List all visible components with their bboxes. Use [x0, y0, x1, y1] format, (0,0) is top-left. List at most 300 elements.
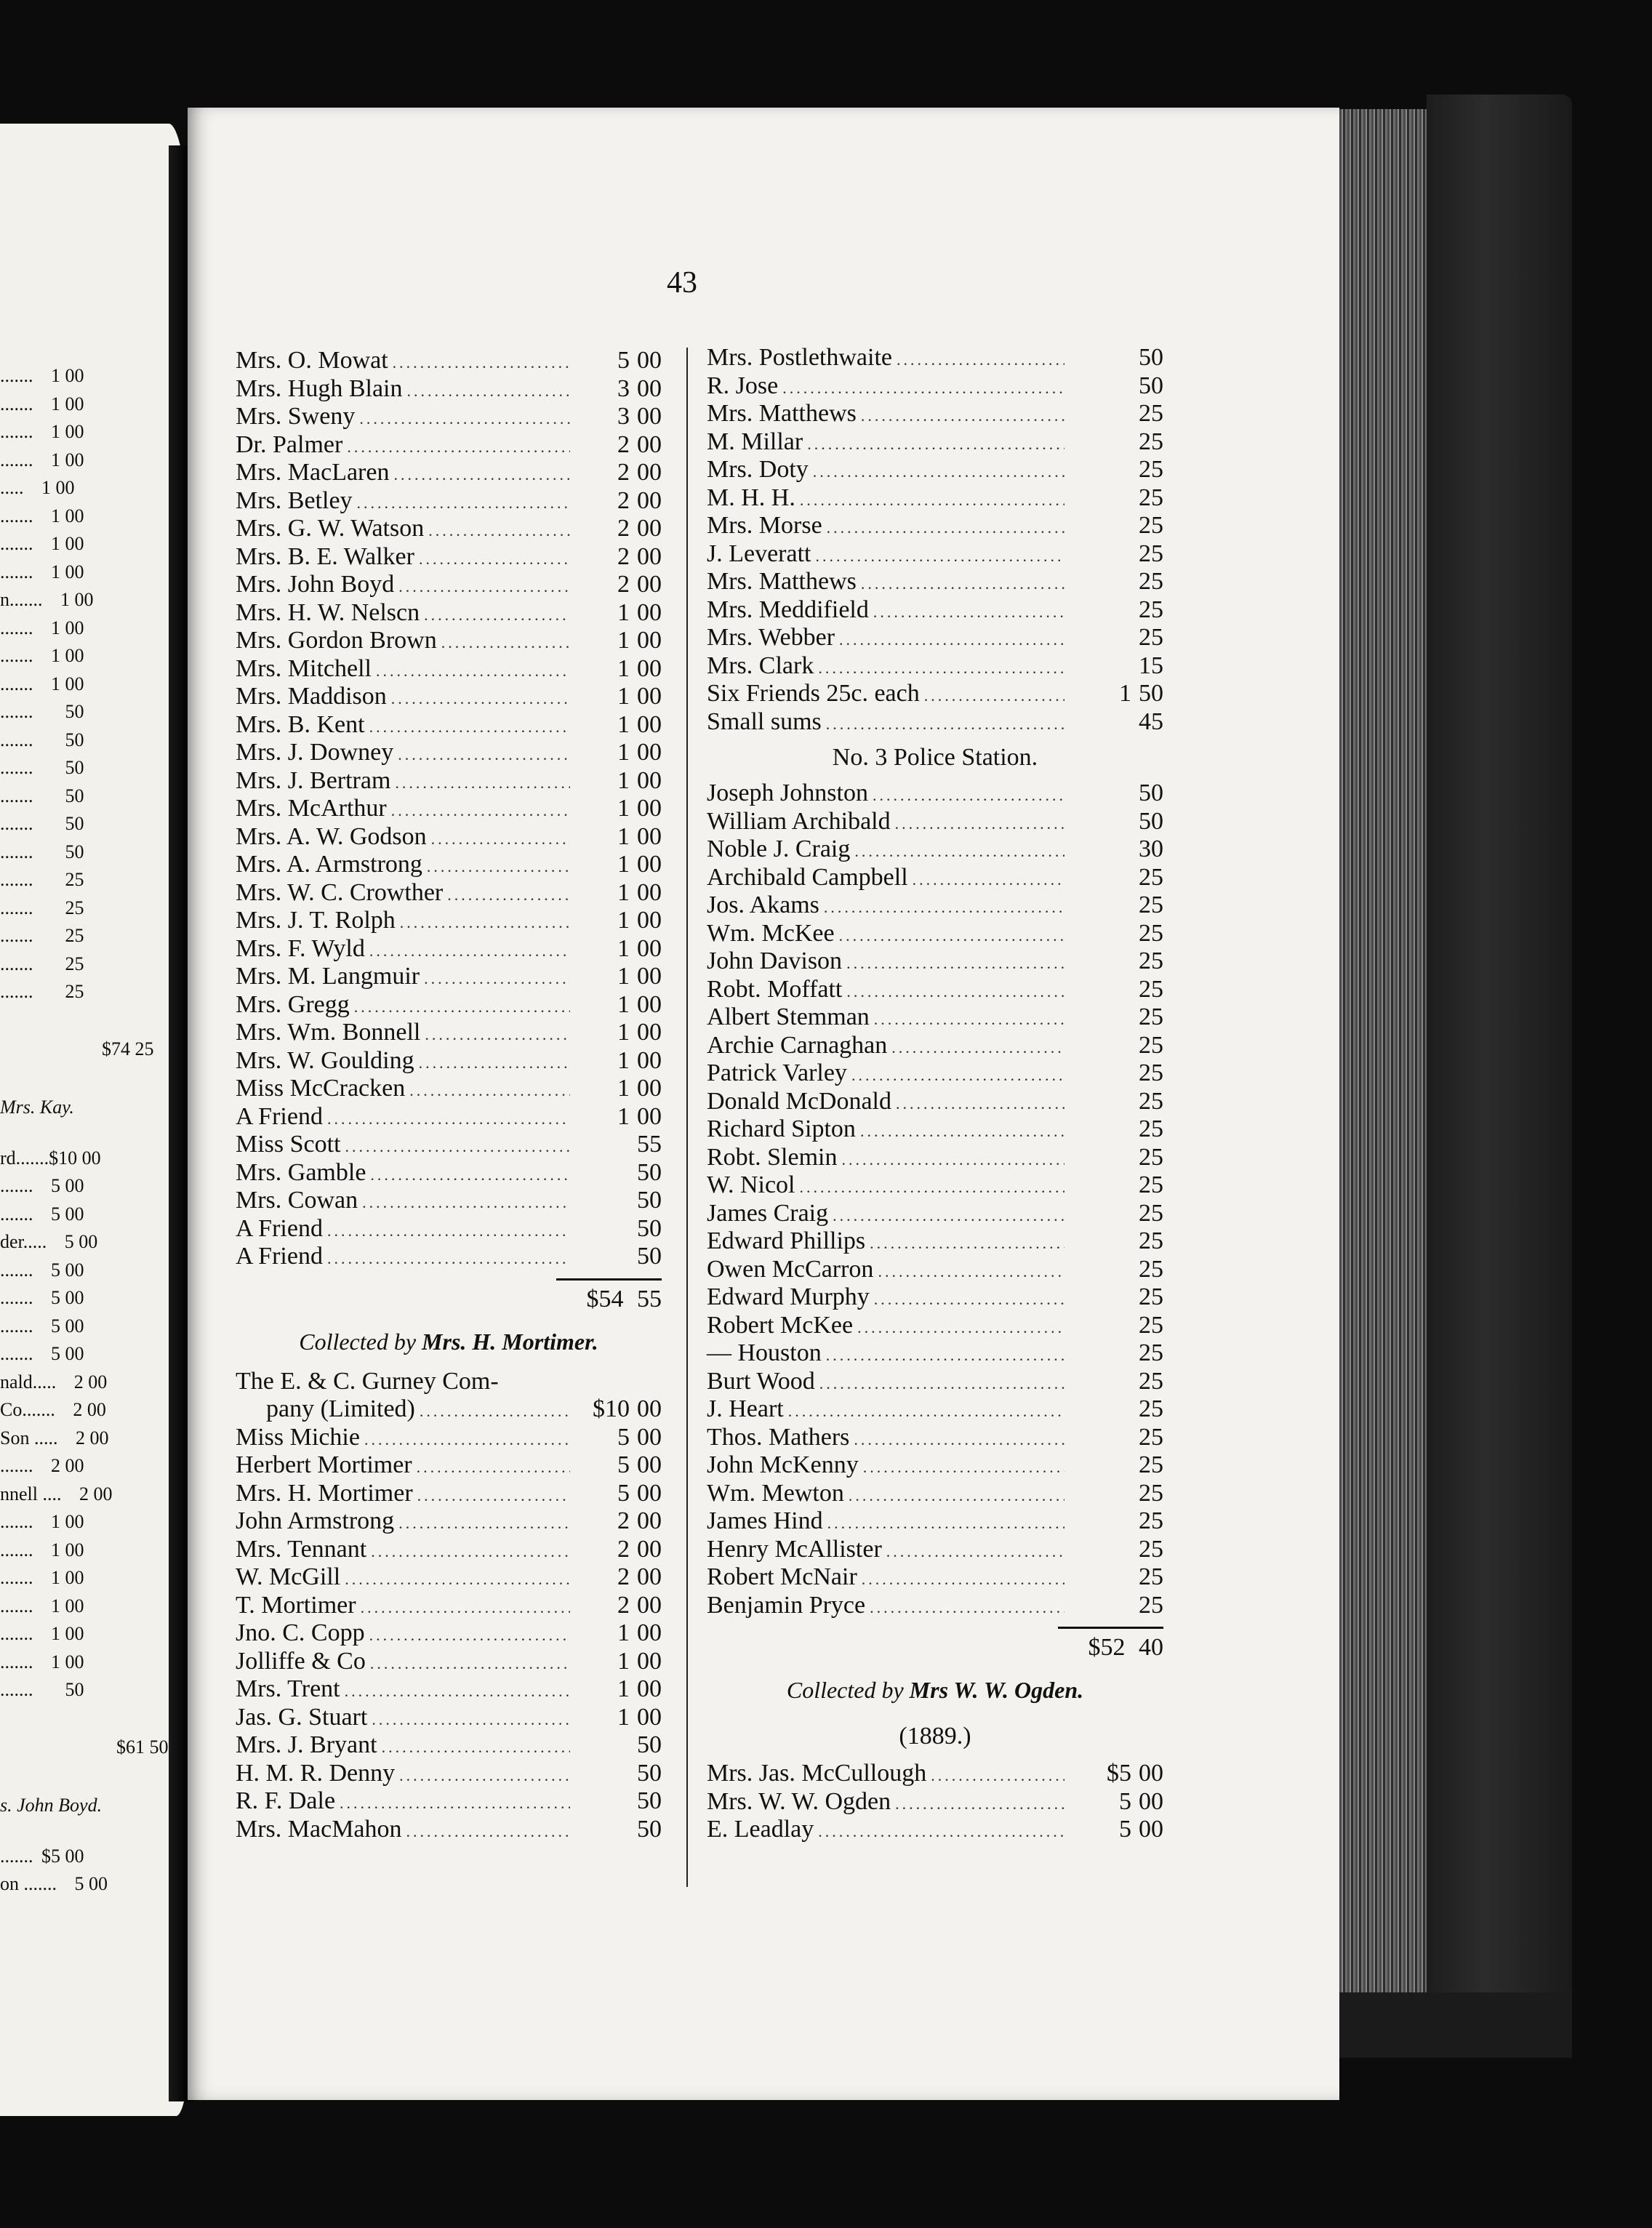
leader-dots: [788, 1398, 1064, 1426]
left-fragment-text: .......: [0, 869, 33, 890]
left-fragment-amount: 1 00: [60, 589, 94, 610]
left-fragment-amount: 50: [65, 785, 84, 806]
left-fragment-row: [0, 813, 84, 835]
donor-name: Mrs. Trent: [236, 1675, 340, 1702]
amount-dollars: 1: [617, 934, 630, 962]
donor-row: [707, 1283, 1163, 1312]
amount-dollars: 1: [617, 1102, 630, 1130]
donor-row: [236, 1816, 662, 1844]
donor-row: [707, 1563, 1163, 1592]
amount-dollars: 2: [617, 430, 630, 458]
leader-dots: [816, 542, 1065, 571]
amount-dollars: 1: [617, 1075, 630, 1102]
amount-cents: 25: [1139, 512, 1163, 539]
left-fragment-amount: 5 00: [51, 1343, 84, 1364]
amount-cents: 25: [1139, 975, 1163, 1003]
donor-name: Herbert Mortimer: [236, 1451, 412, 1478]
leader-dots: [340, 1790, 570, 1818]
amount-cents: 25: [1139, 891, 1163, 918]
leader-dots: [347, 433, 570, 462]
left-fragment-row: [0, 869, 84, 891]
amount-cents: 00: [637, 1395, 662, 1422]
donor-name: Mrs. MacMahon: [236, 1815, 402, 1843]
amount-cents: 25: [1139, 947, 1163, 974]
donor-row: [707, 1032, 1163, 1060]
donor-row: [236, 1563, 662, 1592]
column-divider: [686, 1131, 688, 1887]
donor-name: M. H. H.: [707, 484, 795, 511]
leader-dots: [391, 685, 570, 713]
left-fragment-text: .......: [0, 1287, 33, 1308]
left-fragment-row: [0, 841, 84, 863]
left-fragment-row: [0, 1259, 84, 1281]
amount-cents: 25: [1139, 1367, 1163, 1395]
donor-name: Joseph Johnston: [707, 780, 868, 806]
donor-row: [236, 1648, 662, 1676]
donor-row: [707, 836, 1163, 864]
amount-cents: 00: [637, 1535, 662, 1563]
donor-name: pany (Limited): [266, 1395, 415, 1422]
donor-row: [707, 1536, 1163, 1564]
leader-dots: [398, 741, 570, 769]
left-fragment-amount: 5 00: [51, 1203, 84, 1225]
left-fragment-text: on .......: [0, 1873, 57, 1894]
donor-row: [236, 1019, 662, 1047]
leader-dots: [873, 782, 1064, 810]
donor-row: [707, 1312, 1163, 1340]
amount-cents: 00: [637, 851, 662, 878]
donor-name: Dr. Palmer: [236, 430, 343, 458]
amount-dollars: $10: [593, 1395, 630, 1422]
left-fragment-text: .......: [0, 953, 33, 974]
leader-dots: [913, 866, 1064, 894]
amount-cents: 50: [637, 1243, 662, 1270]
left-fragment-row: [0, 365, 84, 387]
leader-dots: [420, 1398, 570, 1426]
donor-name: J. Heart: [707, 1395, 784, 1422]
left-fragment-text: der.....: [0, 1231, 47, 1252]
donor-name: A Friend: [236, 1102, 323, 1130]
left-fragment-row: [0, 1679, 84, 1701]
donor-name: Mrs. F. Wyld: [236, 934, 365, 962]
leader-dots: [441, 629, 570, 657]
amount-dollars: 5: [1119, 1787, 1131, 1815]
donor-row: [236, 1592, 662, 1620]
leader-dots: [407, 377, 571, 406]
amount-cents: 50: [637, 1158, 662, 1186]
donor-list: [236, 347, 662, 1271]
amount-cents: 00: [637, 990, 662, 1018]
leader-dots: [874, 1006, 1064, 1034]
donor-row: [707, 456, 1163, 484]
donor-row: [707, 1171, 1163, 1200]
amount-cents: 25: [1139, 1507, 1163, 1534]
left-fragment-text: .......: [0, 1567, 33, 1588]
amount-dollars: 2: [617, 1563, 630, 1590]
amount-cents: 25: [1139, 1227, 1163, 1254]
donor-name: Mrs. McArthur: [236, 795, 387, 822]
left-fragment-amount: $10 00: [49, 1147, 101, 1169]
leader-dots: [861, 402, 1064, 430]
donor-name: Mrs. Matthews: [707, 568, 857, 595]
leader-dots: [406, 1818, 570, 1846]
leader-dots: [364, 1426, 570, 1454]
donor-name: Mrs. H. Mortimer: [236, 1479, 413, 1507]
left-fragment-text: .......: [0, 1343, 33, 1364]
leader-dots: [807, 430, 1064, 459]
donor-row: [236, 1159, 662, 1187]
donor-row: [707, 1003, 1163, 1032]
donor-row: [236, 1424, 662, 1452]
donor-name: H. M. R. Denny: [236, 1759, 396, 1787]
amount-cents: 00: [637, 1019, 662, 1046]
donor-name: John Davison: [707, 947, 843, 974]
donor-name: R. Jose: [707, 372, 779, 399]
amount-cents: 25: [1139, 1115, 1163, 1142]
left-fragment-amount: 1 00: [51, 533, 84, 554]
left-fragment-text: .......: [0, 841, 33, 862]
amount-dollars: 1: [617, 963, 630, 990]
total-cents: 40: [1139, 1634, 1163, 1661]
donor-name: Mrs. Tennant: [236, 1535, 367, 1563]
donor-name: Six Friends 25c. each: [707, 680, 920, 707]
donor-row: [236, 1787, 662, 1816]
donor-row: [236, 1675, 662, 1704]
donor-list: [707, 344, 1163, 736]
left-fragment-row: [0, 1846, 84, 1867]
leader-dots: [417, 1454, 570, 1482]
book-cover: [1427, 95, 1572, 2058]
donor-name: Small sums: [707, 708, 822, 735]
amount-cents: 50: [1139, 807, 1163, 835]
amount-cents: 25: [1139, 919, 1163, 947]
left-fragment-amount: 50: [65, 813, 84, 834]
donor-row: [707, 1144, 1163, 1172]
donor-name: Mrs. Clark: [707, 652, 814, 679]
leader-dots: [327, 1217, 570, 1246]
amount-dollars: 1: [617, 795, 630, 822]
donor-row: [236, 1243, 662, 1271]
leader-dots: [391, 797, 570, 825]
leader-dots: [854, 838, 1064, 866]
amount-cents: 00: [637, 654, 662, 682]
donor-name: John McKenny: [707, 1451, 859, 1478]
amount-cents: 00: [637, 907, 662, 934]
leader-dots: [398, 1510, 570, 1538]
amount-cents: 25: [1139, 1535, 1163, 1563]
donor-name: Owen McCarron: [707, 1255, 874, 1283]
amount-dollars: 1: [617, 851, 630, 878]
section-heading: [707, 1664, 1163, 1716]
left-fragment-text: nnell ....: [0, 1483, 62, 1504]
leader-dots: [861, 570, 1064, 598]
total-rule: [1058, 1627, 1163, 1629]
leader-dots: [427, 853, 570, 881]
amount-dollars: 1: [617, 683, 630, 710]
leader-dots: [931, 1762, 1064, 1790]
donor-row: [236, 823, 662, 851]
amount-cents: 50: [637, 1815, 662, 1843]
donor-row: [236, 683, 662, 711]
leader-dots: [824, 894, 1064, 922]
donor-row: [707, 1424, 1163, 1452]
donor-row: [236, 963, 662, 991]
amount-cents: 25: [1139, 863, 1163, 891]
leader-dots: [354, 993, 570, 1022]
amount-cents: 00: [637, 934, 662, 962]
leader-dots: [800, 1174, 1064, 1202]
donor-row: [707, 1451, 1163, 1480]
amount-cents: 50: [637, 1759, 662, 1787]
leader-dots: [833, 1202, 1064, 1230]
donor-row: [707, 680, 1163, 708]
left-fragment-row: [0, 1399, 106, 1421]
donor-row: [236, 711, 662, 740]
total-cents: 55: [637, 1285, 662, 1313]
amount-cents: 00: [637, 683, 662, 710]
donor-name: Mrs. Doty: [707, 456, 809, 483]
amount-cents: 25: [1139, 428, 1163, 455]
donor-name: Mrs. Matthews: [707, 400, 857, 427]
amount-cents: 00: [637, 347, 662, 374]
amount-cents: 50: [637, 1731, 662, 1758]
leader-dots: [362, 1189, 570, 1217]
amount-cents: 25: [1139, 400, 1163, 427]
amount-dollars: 1: [617, 907, 630, 934]
left-fragment-text: Co.......: [0, 1399, 55, 1420]
leader-dots: [327, 1105, 570, 1134]
leader-dots: [371, 1538, 570, 1566]
donor-list: [707, 780, 1163, 1619]
donor-name: Mrs. J. Downey: [236, 739, 394, 766]
amount-dollars: 1: [617, 1019, 630, 1046]
leader-dots: [826, 1342, 1064, 1370]
left-fragment-amount: 1 00: [51, 1511, 84, 1532]
left-fragment-text: .......: [0, 421, 33, 442]
donor-row: [236, 1704, 662, 1732]
donor-row: [236, 935, 662, 963]
leader-dots: [818, 654, 1064, 683]
amount-dollars: 2: [617, 542, 630, 570]
left-fragment-amount: 2 00: [51, 1455, 84, 1476]
donor-row: [236, 851, 662, 879]
left-fragment-text: .......: [0, 505, 33, 526]
heading-collector: Mrs W. W. Ogden.: [909, 1677, 1084, 1703]
donor-name: Jolliffe & Co: [236, 1647, 366, 1675]
donor-name: Miss McCracken: [236, 1075, 406, 1102]
left-fragment-amount: 1 00: [51, 645, 84, 666]
leader-dots: [849, 1482, 1064, 1510]
leader-dots: [870, 1230, 1064, 1258]
donor-row: [707, 1788, 1163, 1816]
left-fragment-amount: 25: [65, 869, 84, 890]
leader-dots: [419, 1049, 570, 1078]
amount-cents: 25: [1139, 624, 1163, 651]
amount-dollars: 5: [617, 1451, 630, 1478]
left-fragment-row: [0, 1873, 108, 1895]
left-fragment-row: [0, 1343, 84, 1365]
left-fragment-row: [0, 617, 84, 639]
leader-dots: [345, 1133, 570, 1161]
donor-name: M. Millar: [707, 428, 803, 455]
amount-cents: 00: [637, 766, 662, 794]
amount-dollars: 2: [617, 459, 630, 486]
amount-dollars: 3: [617, 374, 630, 402]
left-page-fragment: [0, 124, 191, 2116]
left-fragment-total: $74 25: [102, 1038, 154, 1059]
donor-row: [707, 540, 1163, 569]
section-heading: [236, 1315, 662, 1368]
page-number: 43: [667, 266, 697, 300]
donor-row: [707, 652, 1163, 681]
amount-dollars: 2: [617, 1507, 630, 1534]
leader-dots: [897, 346, 1064, 374]
amount-dollars: 5: [617, 347, 630, 374]
donor-name: W. McGill: [236, 1563, 341, 1590]
leader-dots: [428, 517, 570, 545]
section-title: No. 3 Police Station.: [832, 744, 1038, 771]
left-fragment-row: [0, 1203, 84, 1225]
donor-name: Richard Sipton: [707, 1115, 856, 1142]
donor-name: Robt. Slemin: [707, 1143, 838, 1171]
amount-cents: 00: [637, 430, 662, 458]
amount-cents: 25: [1139, 540, 1163, 567]
left-fragment-row: [0, 981, 84, 1003]
donor-name: Jno. C. Copp: [236, 1619, 365, 1646]
leader-dots: [886, 1538, 1064, 1566]
amount-cents: 00: [637, 1563, 662, 1590]
donor-name: W. Nicol: [707, 1171, 795, 1198]
donor-row: [707, 1507, 1163, 1536]
amount-dollars: 1: [617, 878, 630, 906]
donor-name: Mrs. Sweny: [236, 403, 356, 430]
donor-row: [236, 1075, 662, 1103]
amount-dollars: 2: [617, 486, 630, 514]
donor-name: Mrs. Betley: [236, 486, 353, 514]
leader-dots: [874, 1286, 1064, 1314]
leader-dots: [851, 1062, 1064, 1090]
left-fragment-text: .......: [0, 449, 33, 470]
left-fragment-row: [0, 1539, 84, 1561]
donor-name: Thos. Mathers: [707, 1423, 850, 1451]
leader-dots: [393, 461, 570, 489]
left-fragment-amount: 1 00: [51, 673, 84, 694]
left-fragment-heading: Mrs. Kay.: [0, 1096, 74, 1118]
leader-dots: [924, 682, 1064, 710]
amount-dollars: 3: [617, 403, 630, 430]
amount-cents: 00: [637, 1479, 662, 1507]
amount-dollars: 5: [617, 1479, 630, 1507]
heading-prefix: Collected by: [786, 1677, 904, 1703]
donor-name: Henry McAllister: [707, 1535, 882, 1563]
leader-dots: [370, 1650, 570, 1678]
donor-row: [236, 1619, 662, 1648]
amount-cents: 25: [1139, 1479, 1163, 1507]
leader-dots: [827, 514, 1064, 542]
leader-dots: [369, 713, 570, 742]
donor-name: Mrs. Gordon Brown: [236, 627, 437, 654]
leader-dots: [400, 909, 570, 937]
amount-cents: 50: [637, 1214, 662, 1242]
left-fragment-amount: 1 00: [51, 505, 84, 526]
amount-dollars: 5: [617, 1423, 630, 1451]
donor-name: A Friend: [236, 1214, 323, 1242]
amount-dollars: 1: [617, 822, 630, 850]
donor-row: [236, 1103, 662, 1131]
donor-row: [707, 1059, 1163, 1088]
donor-name: Mrs. Maddison: [236, 683, 387, 710]
left-fragment-row: [0, 953, 84, 975]
left-fragment-text: .......: [0, 533, 33, 554]
donor-row: [707, 808, 1163, 836]
donor-name: William Archibald: [707, 807, 891, 835]
donor-row: [707, 920, 1163, 948]
donor-row: [236, 487, 662, 516]
donor-name: Burt Wood: [707, 1367, 815, 1395]
amount-cents: 50: [637, 1187, 662, 1214]
left-fragment-amount: 1 00: [41, 477, 75, 498]
donor-row: [236, 739, 662, 767]
donor-name: Mrs. MacLaren: [236, 459, 390, 486]
donor-name: Mrs. B. E. Walker: [236, 542, 414, 570]
left-fragment-row: [0, 1567, 84, 1589]
donor-row: [707, 891, 1163, 920]
left-fragment-row: [0, 477, 75, 499]
amount-cents: 15: [1139, 652, 1163, 679]
left-fragment-text: .......: [0, 1203, 33, 1225]
amount-dollars: 1: [617, 1046, 630, 1074]
left-fragment-text: .......: [0, 617, 33, 638]
amount-cents: 00: [637, 1046, 662, 1074]
left-fragment-row: [0, 1427, 108, 1449]
donor-row: [236, 1131, 662, 1159]
left-fragment-row: [0, 421, 84, 443]
donor-row: [236, 571, 662, 599]
donor-row: [707, 1760, 1163, 1788]
leader-dots: [891, 1034, 1064, 1062]
donor-name: E. Leadlay: [707, 1816, 814, 1843]
donor-row: [236, 459, 662, 487]
donor-row: [236, 1480, 662, 1508]
total-rule: [556, 1278, 662, 1281]
leader-dots: [782, 374, 1064, 403]
donor-name: Mrs. Postlethwaite: [707, 344, 892, 371]
amount-cents: 00: [637, 795, 662, 822]
amount-dollars: 1: [617, 1675, 630, 1702]
left-fragment-text: .......: [0, 1595, 33, 1616]
leader-dots: [398, 573, 570, 601]
amount-cents: 25: [1139, 1171, 1163, 1198]
amount-cents: 00: [637, 403, 662, 430]
leader-dots: [826, 710, 1064, 739]
donor-row: [236, 1395, 662, 1424]
leader-dots: [399, 1762, 570, 1790]
left-fragment-amount: 5 00: [51, 1259, 84, 1281]
left-fragment-row: [0, 729, 84, 751]
leader-dots: [846, 950, 1064, 978]
left-fragment-row: [0, 1287, 84, 1309]
amount-cents: 25: [1139, 568, 1163, 595]
left-fragment-amount: 50: [65, 1679, 84, 1700]
leader-dots: [895, 810, 1064, 838]
left-fragment-text: .......: [0, 645, 33, 666]
left-fragment-row: [0, 1315, 84, 1337]
left-fragment-text: .......: [0, 673, 33, 694]
left-fragment-amount: 50: [65, 841, 84, 862]
leader-dots: [357, 489, 570, 518]
leader-dots: [854, 1426, 1064, 1454]
left-column: [236, 347, 662, 1843]
